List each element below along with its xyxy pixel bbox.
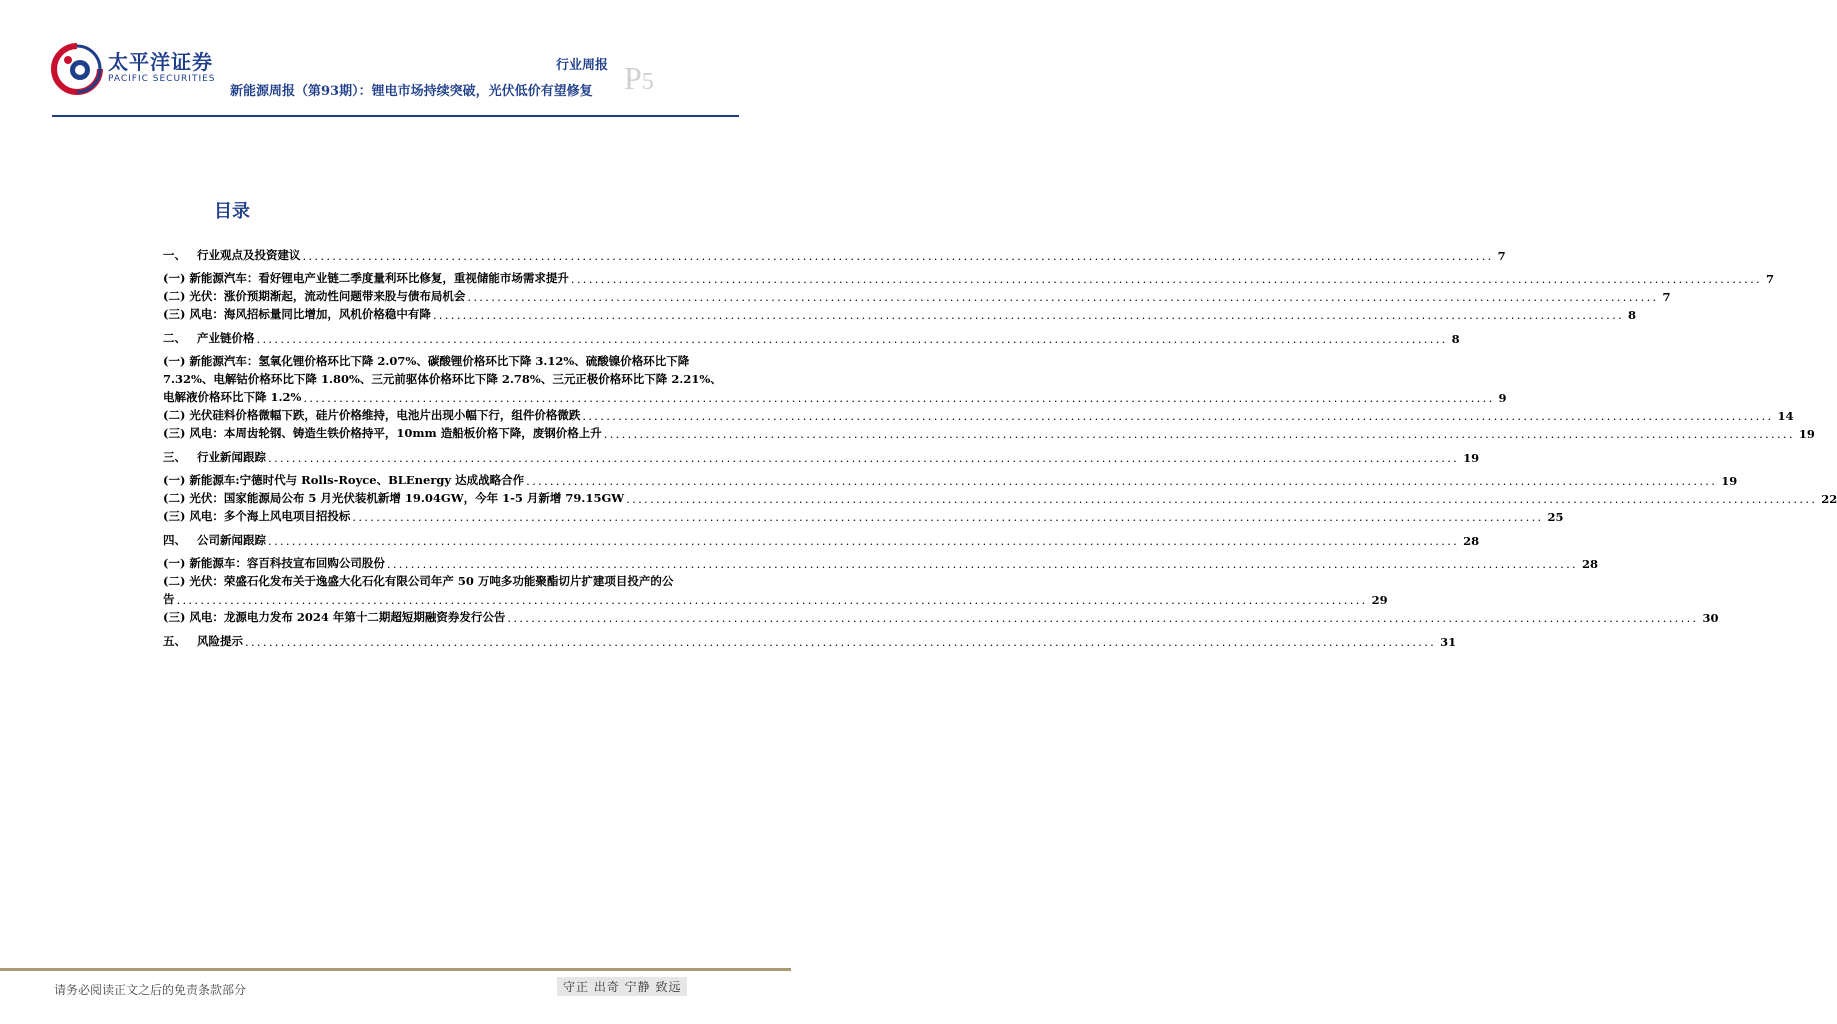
toc-entry[interactable] <box>163 388 1507 405</box>
toc-entry-label <box>163 247 301 263</box>
toc-entry-label <box>163 288 465 304</box>
toc-leader-dots: ........................................................................................................................................................................................................ <box>507 611 1699 625</box>
toc-section-number: 二、 <box>163 331 186 345</box>
toc-entry-text: (二) 光伏：涨价预期渐起，流动性问题带来股与债布局机会 <box>163 289 466 303</box>
toc-leader-dots: ........................................................................................................................................................................................................ <box>386 557 1578 571</box>
footer-disclaimer: 请务必阅读正文之后的免责条款部分 <box>54 983 247 997</box>
toc-leader-dots: ........................................................................................................................................................................................................ <box>352 510 1544 524</box>
toc-page-number: 19 <box>1463 451 1480 465</box>
toc-leader-dots: ........................................................................................................................................................................................................ <box>303 391 1495 405</box>
toc-entry-text: 7.32%、电解钴价格环比下降 1.80%、三元前驱体价格环比下降 2.78%、三元正极价格环比下降 2.21%、 <box>163 372 722 386</box>
footer-divider <box>0 968 791 971</box>
toc-entry[interactable] <box>163 572 737 589</box>
toc-entry[interactable] <box>163 507 1564 524</box>
toc-entry-label <box>163 573 737 589</box>
toc-entry-text: (一) 新能源车:宁德时代与 Rolls-Royce、BLEnergy 达成战略合作 <box>163 473 525 487</box>
toc-page-number: 8 <box>1451 332 1460 346</box>
toc-entry-text: 公司新闻跟踪 <box>197 533 266 547</box>
toc-entry[interactable] <box>163 608 1719 625</box>
toc-page-number: 9 <box>1498 391 1507 405</box>
toc-leader-dots: ........................................................................................................................................................................................................ <box>256 332 1448 346</box>
toc-entry[interactable] <box>163 246 1506 263</box>
toc-entry-text: (三) 风电：海风招标量同比增加，风机价格稳中有降 <box>163 307 431 321</box>
toc-entry-label <box>163 270 569 286</box>
toc-entry-label <box>163 591 175 607</box>
toc-page-number: 29 <box>1371 593 1388 607</box>
toc-entry-label <box>163 508 350 524</box>
toc-entry-label <box>163 425 602 441</box>
toc-page-number: 22 <box>1821 492 1837 506</box>
footer-motto: 守正 出奇 宁静 致远 <box>557 977 687 996</box>
toc-entry-label <box>163 407 580 423</box>
toc-page-number: 28 <box>1463 534 1480 548</box>
toc-entry[interactable] <box>163 471 1738 488</box>
toc-entry-text: (一) 新能源汽车：氢氧化锂价格环比下降 2.07%、碳酸锂价格环比下降 3.12%、硫酸镍价格环比下降 <box>163 354 690 368</box>
toc-entry-text: 电解液价格环比下降 1.2% <box>163 390 302 404</box>
toc-page-number: 31 <box>1440 635 1457 649</box>
toc-entry-text: (一) 新能源汽车：看好锂电产业链二季度量利环比修复，重视储能市场需求提升 <box>163 271 569 285</box>
toc-entry[interactable] <box>163 329 1460 346</box>
toc-entry-label <box>163 490 624 506</box>
toc-leader-dots: ........................................................................................................................................................................................................ <box>582 409 1774 423</box>
toc-leader-dots: ........................................................................................................................................................................................................ <box>268 534 1460 548</box>
toc-entry-text: (三) 风电：龙源电力发布 2024 年第十二期超短期融资券发行公告 <box>163 610 506 624</box>
toc-entry-label <box>163 449 266 465</box>
toc-section-number: 四、 <box>163 533 186 547</box>
toc-page-number: 25 <box>1547 510 1564 524</box>
toc-page-number: 8 <box>1628 308 1637 322</box>
toc-entry-label <box>163 389 301 405</box>
toc-page-number: 30 <box>1702 611 1719 625</box>
toc-entry-label <box>163 472 524 488</box>
toc-entry[interactable] <box>163 424 1815 441</box>
toc-entry[interactable] <box>163 632 1457 649</box>
toc-entry[interactable] <box>163 287 1671 304</box>
toc-heading: 目录 <box>214 201 250 222</box>
toc-entry[interactable] <box>163 590 1388 607</box>
toc-entry-label <box>163 330 255 346</box>
toc-section-number: 一、 <box>163 248 186 262</box>
toc-section-number: 三、 <box>163 450 186 464</box>
header-divider <box>52 115 739 117</box>
document-title: 新能源周报（第93期）：锂电市场持续突破，光伏低价有望修复 <box>230 84 593 99</box>
toc-leader-dots: ........................................................................................................................................................................................................ <box>570 272 1762 286</box>
toc-entry-label <box>163 353 737 369</box>
toc-entry[interactable] <box>163 531 1480 548</box>
toc-section-number: 五、 <box>163 634 186 648</box>
toc-entry-text: (三) 风电：多个海上风电项目招投标 <box>163 509 351 523</box>
toc-page-number: 7 <box>1497 249 1506 263</box>
toc-entry-text: (二) 光伏：国家能源局公布 5 月光伏装机新增 19.04GW，今年 1-5 月新增 79.15GW <box>163 491 625 505</box>
toc-entry[interactable] <box>163 554 1599 571</box>
page-number <box>624 60 654 97</box>
toc-leader-dots: ........................................................................................................................................................................................................ <box>626 492 1818 506</box>
toc-leader-dots: ........................................................................................................................................................................................................ <box>176 593 1368 607</box>
toc-entry-text: (三) 风电：本周齿轮钢、铸造生铁价格持平，10mm 造船板价格下降，废钢价格上升 <box>163 426 602 440</box>
toc-leader-dots: ........................................................................................................................................................................................................ <box>302 249 1494 263</box>
toc-entry-label <box>163 609 505 625</box>
toc-entry-text: (二) 光伏：荣盛石化发布关于逸盛大化石化有限公司年产 50 万吨多功能聚酯切片扩建项目投产的公 <box>163 574 674 588</box>
toc-entry-label <box>163 306 431 322</box>
company-logo <box>50 42 225 100</box>
toc-entry[interactable] <box>163 305 1637 322</box>
logo-text-en: PACIFIC SECURITIES <box>108 74 216 84</box>
toc-entry-text: 风险提示 <box>197 634 243 648</box>
logo-text-cn: 太平洋证券 <box>108 50 213 74</box>
toc-leader-dots: ........................................................................................................................................................................................................ <box>432 308 1624 322</box>
toc-entry-text: (二) 光伏硅料价格微幅下跌，硅片价格维持，电池片出现小幅下行，组件价格微跌 <box>163 408 581 422</box>
toc-entry-text: 告 <box>163 592 175 606</box>
report-type: 行业周报 <box>556 58 609 73</box>
toc-leader-dots: ........................................................................................................................................................................................................ <box>268 451 1460 465</box>
toc-entry[interactable] <box>163 406 1794 423</box>
toc-leader-dots: ........................................................................................................................................................................................................ <box>526 474 1718 488</box>
toc-entry[interactable] <box>163 370 737 387</box>
toc-entry-label <box>163 532 266 548</box>
toc-entry-text: (一) 新能源车：容百科技宣布回购公司股份 <box>163 556 385 570</box>
logo-emblem-icon <box>50 42 104 96</box>
page-letter: P <box>624 60 642 96</box>
toc-entry-text: 行业新闻跟踪 <box>197 450 266 464</box>
toc-page-number: 19 <box>1798 427 1815 441</box>
toc-entry[interactable] <box>163 352 737 369</box>
toc-entry[interactable] <box>163 448 1480 465</box>
toc-entry-label <box>163 555 385 571</box>
toc-leader-dots: ........................................................................................................................................................................................................ <box>467 290 1659 304</box>
toc-entry-text: 产业链价格 <box>197 331 255 345</box>
page-number-digit: 5 <box>641 69 654 95</box>
toc-page-number: 19 <box>1721 474 1738 488</box>
toc-entry[interactable] <box>163 269 1775 286</box>
toc-page-number: 7 <box>1662 290 1671 304</box>
toc-entry[interactable] <box>163 489 1837 506</box>
toc-leader-dots: ........................................................................................................................................................................................................ <box>603 427 1795 441</box>
toc-entry-text: 行业观点及投资建议 <box>197 248 301 262</box>
toc-page-number: 14 <box>1777 409 1794 423</box>
toc-page-number: 7 <box>1766 272 1775 286</box>
toc-entry-label <box>163 371 737 387</box>
toc-page-number: 28 <box>1582 557 1599 571</box>
toc-entry-label <box>163 633 243 649</box>
toc-leader-dots: ........................................................................................................................................................................................................ <box>245 635 1437 649</box>
